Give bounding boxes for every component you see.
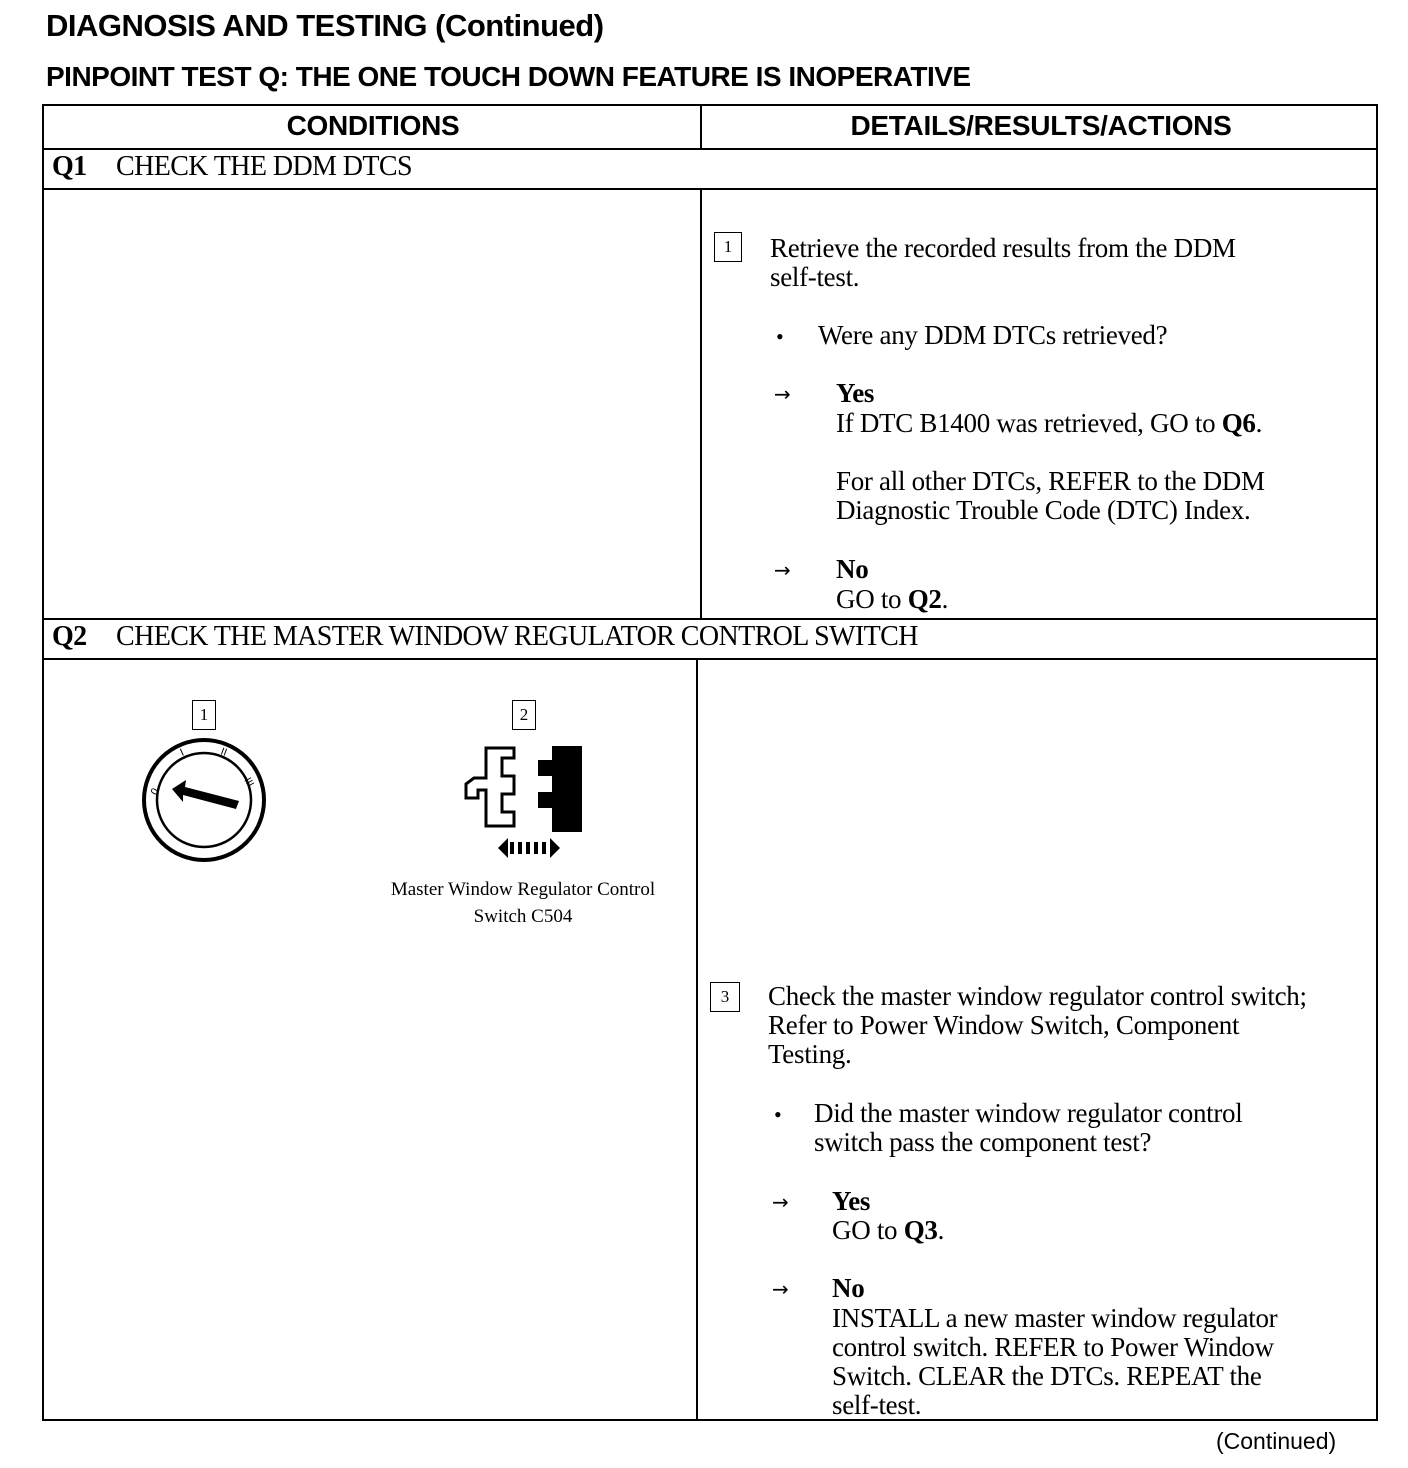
arrow-right-head: [550, 838, 560, 858]
q2-bullet: •: [774, 1102, 782, 1127]
q2-title: CHECK THE MASTER WINDOW REGULATOR CONTROL SWITCH: [116, 621, 918, 652]
connector-male-half: [466, 748, 514, 826]
q1-yes-text-3: Diagnostic Trouble Code (DTC) Index.: [836, 495, 1251, 525]
q1-no-text-body: GO to: [836, 584, 902, 614]
q1-yes-text-2: For all other DTCs, REFER to the DDM: [836, 466, 1265, 496]
q1-step-text-2: self-test.: [770, 262, 860, 292]
q2-yes-text: GO to Q3.: [832, 1215, 945, 1245]
q2-no-arrow-icon: →: [772, 1277, 789, 1301]
q2-step-text-2: Refer to Power Window Switch, Component: [768, 1010, 1240, 1040]
q1-header-divider: [44, 188, 1376, 190]
q2-header-divider: [44, 658, 1376, 660]
ignition-switch-icon: [140, 736, 270, 866]
arrow-dash-2: [518, 842, 522, 854]
q2-no-label: No: [832, 1273, 865, 1303]
q1-yes-arrow-icon: →: [774, 382, 791, 406]
q1-yes-goto: Q6: [1221, 408, 1256, 438]
q2-figure-2-number-box: 2: [512, 700, 536, 730]
q2-no-text-2: control switch. REFER to Power Window: [832, 1332, 1274, 1362]
pinpoint-test-table: [42, 104, 1378, 1421]
q2-no-text-1: INSTALL a new master window regulator: [832, 1303, 1278, 1333]
q2-yes-label: Yes: [832, 1186, 871, 1216]
continued-label: (Continued): [1216, 1428, 1337, 1454]
q2-no-text-3: Switch. CLEAR the DTCs. REPEAT the: [832, 1361, 1262, 1391]
ignition-label-1: I: [178, 747, 186, 759]
q2-figure-1-number-box: 1: [192, 700, 216, 730]
q1-code: Q1: [52, 151, 87, 182]
q2-step-heading: [52, 621, 918, 653]
q1-bullet: •: [776, 324, 784, 349]
q1-title: CHECK THE DDM DTCS: [116, 151, 412, 182]
column-header-details: DETAILS/RESULTS/ACTIONS: [850, 110, 1232, 141]
page-title: DIAGNOSIS AND TESTING (Continued): [46, 8, 604, 43]
ignition-key-pointer: [172, 780, 239, 809]
column-divider-q1: [700, 188, 702, 619]
q2-yes-text-body: GO to: [832, 1215, 898, 1245]
arrow-dash-5: [542, 842, 546, 854]
column-divider-q2: [696, 658, 698, 1421]
q1-yes-label: Yes: [836, 378, 875, 408]
q1-no-label: No: [836, 554, 869, 584]
connector-caption-line-1: Master Window Regulator Control: [390, 879, 656, 900]
q2-step-text-1: Check the master window regulator control switch;: [768, 981, 1307, 1011]
q1-step-text-1: Retrieve the recorded results from the DDM: [770, 233, 1236, 263]
column-divider-header: [700, 106, 702, 149]
ignition-label-off: 0: [149, 786, 162, 798]
q2-step-text-3: Testing.: [768, 1039, 852, 1069]
header-divider: [44, 148, 1376, 150]
connector-disconnect-icon: [458, 742, 588, 866]
arrow-dash-4: [534, 842, 538, 854]
ignition-label-2: II: [218, 746, 229, 759]
q2-question-1: Did the master window regulator control: [814, 1098, 1243, 1128]
q1-yes-text-1: If DTC B1400 was retrieved, GO to Q6.: [836, 408, 1263, 438]
pinpoint-test-title: PINPOINT TEST Q: THE ONE TOUCH DOWN FEATURE IS INOPERATIVE: [46, 61, 971, 92]
q1-no-arrow-icon: →: [774, 558, 791, 582]
q1-bottom-divider: [44, 618, 1376, 620]
q1-no-goto: Q2: [907, 584, 942, 614]
connector-caption: [362, 876, 684, 930]
q1-yes-text-1-body: If DTC B1400 was retrieved, GO to: [836, 408, 1216, 438]
q2-yes-goto: Q3: [903, 1215, 938, 1245]
q1-no-text: GO to Q2.: [836, 584, 949, 614]
q2-yes-arrow-icon: →: [772, 1190, 789, 1214]
q1-question: Were any DDM DTCs retrieved?: [818, 320, 1168, 350]
q1-step-heading: [52, 151, 412, 183]
q2-code: Q2: [52, 621, 87, 652]
arrow-dash-3: [526, 842, 530, 854]
arrow-dash-1: [510, 842, 514, 854]
q2-no-text-4: self-test.: [832, 1390, 922, 1420]
arrow-left-head: [498, 838, 508, 858]
connector-caption-line-2: Switch C504: [473, 906, 573, 927]
q1-step-number-box: 1: [714, 232, 742, 262]
connector-female-half: [538, 746, 582, 832]
column-header-conditions: CONDITIONS: [286, 110, 460, 141]
ignition-label-3: III: [241, 776, 256, 790]
q2-question-2: switch pass the component test?: [814, 1127, 1152, 1157]
q2-step-number-box: 3: [710, 982, 740, 1012]
